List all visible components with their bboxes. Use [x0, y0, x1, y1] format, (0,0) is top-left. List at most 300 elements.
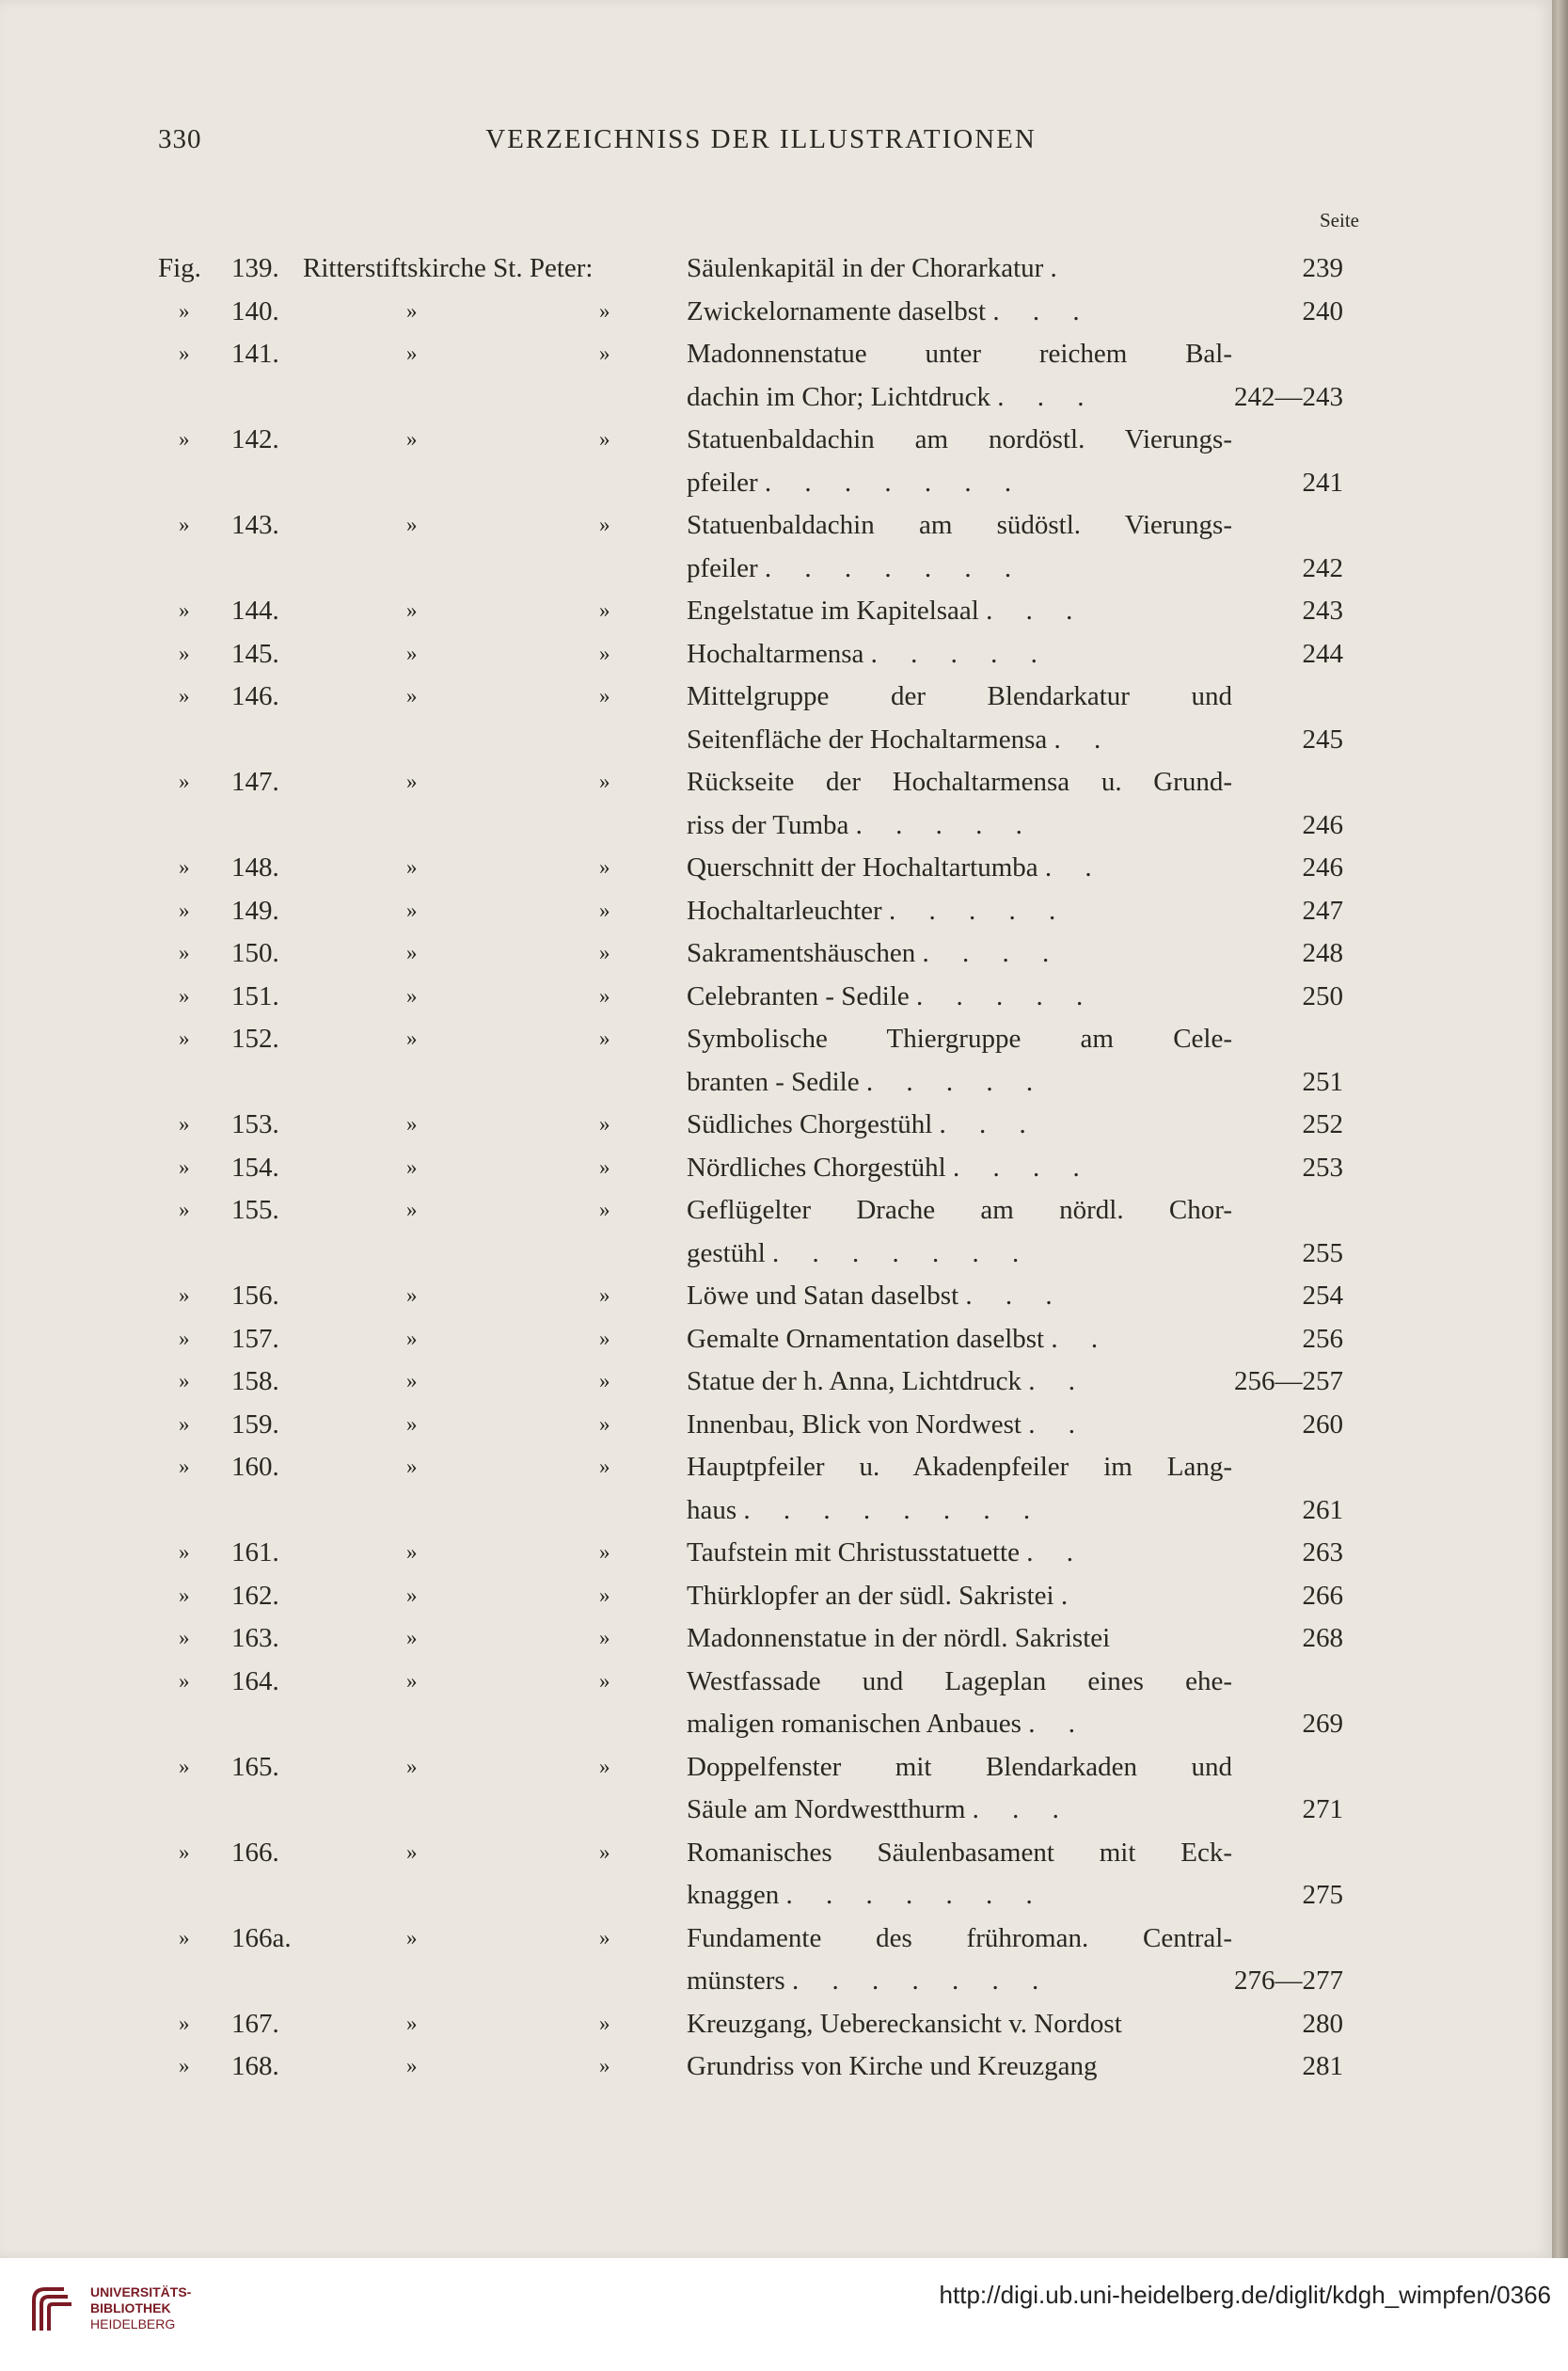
leader-dots: . — [1050, 253, 1070, 283]
page-reference: 266 — [1302, 1580, 1343, 1611]
figure-number: 154. — [231, 1152, 279, 1183]
ditto-mark: » — [406, 983, 418, 1008]
ditto-mark: » — [179, 855, 190, 879]
ditto-mark: » — [406, 1925, 418, 1949]
figure-caption — [687, 1060, 1232, 1104]
ditto-mark: » — [179, 684, 190, 708]
page-reference: 245 — [1302, 724, 1343, 755]
ditto-mark: » — [599, 684, 610, 708]
list-item — [0, 975, 1552, 1018]
ditto-mark: » — [179, 1112, 190, 1136]
leader-dots: . . . . . — [865, 1066, 1047, 1097]
ditto-mark: » — [599, 641, 610, 665]
figure-number: 145. — [231, 638, 279, 669]
figure-number: 144. — [231, 596, 279, 626]
ditto-mark: » — [179, 770, 190, 793]
caption-text: Säule am Nordwestthurm — [687, 1794, 966, 1824]
caption-text: Hochaltarmensa — [687, 638, 864, 669]
figure-number: 151. — [231, 980, 279, 1011]
page-reference: 255 — [1302, 1237, 1343, 1268]
ditto-mark: » — [599, 1283, 610, 1307]
figure-caption — [687, 975, 1232, 1018]
figure-caption — [687, 1103, 1232, 1146]
figure-number: 156. — [231, 1281, 279, 1311]
figure-caption — [687, 760, 1232, 804]
page-reference: 250 — [1302, 980, 1343, 1011]
figure-number: 149. — [231, 895, 279, 926]
caption-text: Geflügelter Drache am nördl. Chor- — [687, 1195, 1232, 1225]
caption-text: Hochaltarleuchter — [687, 895, 882, 926]
figure-caption — [687, 1188, 1232, 1232]
figure-caption — [687, 1917, 1232, 1960]
ditto-mark: » — [179, 427, 190, 451]
figure-caption — [687, 1745, 1232, 1789]
list-item — [0, 1445, 1552, 1488]
page-reference: 281 — [1302, 2051, 1343, 2081]
ditto-mark: » — [179, 1925, 190, 1949]
caption-text: riss der Tumba — [687, 809, 849, 840]
ditto-mark: » — [406, 1839, 418, 1864]
ditto-mark: » — [599, 1626, 610, 1649]
list-item — [0, 1403, 1552, 1446]
ditto-mark: » — [406, 427, 418, 451]
figure-caption — [687, 1146, 1232, 1189]
figure-caption — [687, 2002, 1232, 2045]
caption-text: Nördliches Chorgestühl — [687, 1152, 946, 1183]
list-item — [0, 1360, 1552, 1403]
page-reference: 248 — [1302, 938, 1343, 968]
caption-text: Statue der h. Anna, Lichtdruck — [687, 1366, 1022, 1396]
ditto-mark: » — [599, 1326, 610, 1350]
ditto-mark: » — [406, 1326, 418, 1350]
figure-caption — [687, 1232, 1232, 1275]
caption-text: Kreuzgang, Uebereckansicht v. Nordost — [687, 2008, 1122, 2039]
list-item — [0, 1745, 1552, 1789]
figure-number: 146. — [231, 681, 279, 711]
running-head — [158, 124, 1364, 162]
figure-caption — [687, 2045, 1232, 2088]
figure-caption — [687, 1017, 1232, 1060]
figure-caption — [687, 1360, 1232, 1403]
ditto-mark: » — [406, 641, 418, 665]
figure-number: 160. — [231, 1452, 279, 1482]
figure-caption — [687, 1574, 1232, 1617]
leader-dots: . . — [1028, 1366, 1088, 1396]
ditto-mark: » — [179, 941, 190, 964]
figure-number: 155. — [231, 1195, 279, 1225]
list-item — [0, 461, 1552, 504]
leader-dots: . . — [1028, 1709, 1088, 1739]
church-name: Ritterstiftskirche St. Peter: — [303, 253, 594, 283]
ditto-mark: » — [599, 1154, 610, 1179]
list-item — [0, 931, 1552, 975]
caption-text: Säulenkapitäl in der Chorarkatur — [687, 253, 1044, 283]
figure-number: 150. — [231, 938, 279, 968]
list-item — [0, 718, 1552, 761]
caption-text: Doppelfenster mit Blendarkaden und — [687, 1751, 1232, 1782]
figure-caption — [687, 461, 1232, 504]
figure-caption — [687, 1445, 1232, 1488]
ditto-mark: » — [599, 1668, 610, 1693]
ditto-mark: » — [599, 1540, 610, 1564]
figure-number: 165. — [231, 1751, 279, 1782]
figure-number: 140. — [231, 295, 279, 326]
caption-text: Innenbau, Blick von Nordwest — [687, 1408, 1022, 1440]
figure-number: 157. — [231, 1323, 279, 1354]
ditto-mark: » — [179, 1198, 190, 1221]
figure-number: 166a. — [231, 1922, 292, 1953]
list-item — [0, 1616, 1552, 1660]
leader-dots: . . . — [965, 1281, 1066, 1311]
caption-text: Südliches Chorgestühl — [687, 1109, 933, 1139]
figure-caption — [687, 1788, 1232, 1831]
ditto-mark: » — [179, 1283, 190, 1307]
leader-dots: . . . . . . . — [791, 1965, 1053, 1996]
source-url-link[interactable]: http://digi.ub.uni-heidelberg.de/diglit/kdgh_wimpfen/0366 — [939, 2281, 1551, 2309]
figure-number: 168. — [231, 2051, 279, 2081]
figure-caption — [687, 547, 1232, 590]
ditto-mark: » — [179, 1754, 190, 1778]
ditto-mark: » — [599, 1455, 610, 1478]
leader-dots: . . . . . — [870, 638, 1051, 669]
ditto-mark: » — [599, 1839, 610, 1864]
list-item — [0, 675, 1552, 718]
figure-number: 142. — [231, 424, 279, 454]
caption-text: münsters — [687, 1965, 785, 1996]
list-item — [0, 1060, 1552, 1104]
caption-text: Seitenfläche der Hochaltarmensa — [687, 724, 1048, 755]
figure-number: 152. — [231, 1024, 279, 1054]
ditto-mark: » — [406, 2054, 418, 2077]
list-item — [0, 846, 1552, 889]
page-reference: 239 — [1302, 253, 1343, 283]
ditto-mark: » — [599, 941, 610, 964]
ditto-mark: » — [406, 1411, 418, 1436]
list-item — [0, 1103, 1552, 1146]
ditto-mark: » — [599, 1198, 610, 1221]
list-item — [0, 503, 1552, 547]
ditto-mark: » — [599, 598, 610, 622]
ditto-mark: » — [599, 1925, 610, 1949]
caption-text: Romanisches Säulenbasament mit Eck- — [687, 1837, 1232, 1868]
list-item — [0, 1317, 1552, 1361]
figure-number: 159. — [231, 1408, 279, 1440]
list-item — [0, 1788, 1552, 1831]
page-reference: 243 — [1302, 596, 1343, 626]
ditto-mark: » — [406, 1754, 418, 1778]
figure-number: 147. — [231, 767, 279, 797]
ditto-mark: » — [406, 941, 418, 964]
ditto-mark: » — [406, 770, 418, 793]
caption-text: Madonnenstatue in der nördl. Sakristei — [687, 1623, 1111, 1653]
figure-caption — [687, 889, 1232, 932]
ditto-mark: » — [406, 1369, 418, 1392]
caption-text: dachin im Chor; Lichtdruck — [687, 381, 990, 412]
list-item — [0, 1660, 1552, 1703]
page-reference: 242—243 — [1234, 381, 1343, 412]
figure-number: 141. — [231, 339, 279, 369]
library-logo-icon — [26, 2282, 83, 2338]
list-item — [0, 1702, 1552, 1745]
page-reference: 263 — [1302, 1537, 1343, 1567]
ditto-mark: » — [179, 2054, 190, 2077]
ditto-mark: » — [179, 1411, 190, 1436]
ditto-mark: » — [599, 1026, 610, 1050]
ditto-mark: » — [179, 2011, 190, 2035]
ditto-mark: » — [406, 1154, 418, 1179]
page-number: 330 — [158, 124, 202, 154]
caption-text: Querschnitt der Hochaltartumba — [687, 852, 1038, 883]
figure-caption — [687, 375, 1232, 419]
page-title: VERZEICHNISS DER ILLUSTRATIONEN — [485, 124, 1037, 154]
figure-caption — [687, 846, 1232, 889]
figure-number: 139. — [231, 253, 279, 283]
library-name-line: HEIDELBERG — [90, 2316, 176, 2331]
figure-caption — [687, 1959, 1232, 2002]
ditto-mark: » — [406, 684, 418, 708]
page-reference: 254 — [1302, 1281, 1343, 1311]
caption-text: Hauptpfeiler u. Akadenpfeiler im Lang- — [687, 1452, 1232, 1482]
figure-caption — [687, 1317, 1232, 1361]
page-reference: 253 — [1302, 1152, 1343, 1183]
list-item — [0, 1917, 1552, 1960]
page-reference: 276—277 — [1234, 1965, 1343, 1996]
list-item — [0, 589, 1552, 632]
page-reference: 246 — [1302, 852, 1343, 883]
ditto-mark: » — [406, 855, 418, 879]
page-reference: 271 — [1302, 1794, 1343, 1824]
list-item — [0, 889, 1552, 932]
list-item — [0, 2002, 1552, 2045]
caption-text: Gemalte Ornamentation daselbst — [687, 1323, 1045, 1354]
leader-dots: . . . . . — [888, 895, 1069, 926]
page-reference: 244 — [1302, 638, 1343, 669]
leader-dots: . . . — [992, 295, 1093, 326]
figure-caption — [687, 503, 1232, 547]
leader-dots: . . . — [986, 596, 1086, 626]
ditto-mark: » — [406, 1112, 418, 1136]
figure-number: 162. — [231, 1580, 279, 1611]
page-reference: 275 — [1302, 1880, 1343, 1910]
leader-dots: . . . . . . . — [764, 552, 1025, 583]
ditto-mark: » — [599, 855, 610, 879]
figure-caption — [687, 1873, 1232, 1917]
list-item — [0, 547, 1552, 590]
caption-text: Rückseite der Hochaltarmensa u. Grund- — [687, 767, 1232, 797]
leader-dots: . . — [1026, 1537, 1086, 1567]
page-reference: 247 — [1302, 895, 1343, 926]
ditto-mark: » — [179, 1583, 190, 1607]
figure-number: 163. — [231, 1623, 279, 1653]
list-item — [0, 1574, 1552, 1617]
page-edge — [1552, 0, 1568, 2258]
ditto-mark: » — [406, 1540, 418, 1564]
caption-text: Sakramentshäuschen — [687, 938, 916, 968]
ditto-mark: » — [179, 1668, 190, 1693]
caption-text: branten - Sedile — [687, 1066, 860, 1097]
ditto-mark: » — [406, 1583, 418, 1607]
ditto-mark: » — [179, 598, 190, 622]
page-reference: 261 — [1302, 1494, 1343, 1525]
leader-dots: . . . . . . . — [772, 1237, 1033, 1268]
figure-caption — [687, 1702, 1232, 1745]
page-reference: 246 — [1302, 809, 1343, 840]
figure-caption — [687, 718, 1232, 761]
ditto-mark: » — [599, 1754, 610, 1778]
leader-dots: . . . . . — [916, 980, 1097, 1011]
ditto-mark: » — [599, 342, 610, 365]
ditto-mark: » — [599, 2011, 610, 2035]
page-reference: 280 — [1302, 2008, 1343, 2039]
footer-bar — [0, 2258, 1568, 2371]
figure-caption — [687, 1488, 1232, 1532]
figure-caption — [687, 675, 1232, 718]
library-name-line: BIBLIOTHEK — [90, 2300, 171, 2315]
list-item — [0, 1488, 1552, 1532]
list-item — [0, 1531, 1552, 1574]
figure-caption — [687, 1531, 1232, 1574]
page-reference: 242 — [1302, 552, 1343, 583]
caption-text: knaggen — [687, 1880, 780, 1910]
ditto-mark: » — [406, 1626, 418, 1649]
figure-caption — [687, 1274, 1232, 1317]
figure-caption — [687, 290, 1232, 333]
figure-caption — [687, 418, 1232, 461]
ditto-mark: » — [599, 770, 610, 793]
library-name — [90, 2284, 191, 2332]
list-item — [0, 1146, 1552, 1189]
figure-number: 153. — [231, 1109, 279, 1139]
caption-text: pfeiler — [687, 552, 758, 583]
caption-text: haus — [687, 1494, 737, 1525]
leader-dots: . . . . . . . . — [743, 1494, 1044, 1525]
figure-number: 148. — [231, 852, 279, 883]
ditto-mark: » — [179, 513, 190, 536]
ditto-mark: » — [599, 1583, 610, 1607]
leader-dots: . . . — [939, 1109, 1039, 1139]
list-item — [0, 1274, 1552, 1317]
figure-number: 166. — [231, 1837, 279, 1868]
ditto-mark: » — [179, 1026, 190, 1050]
figure-caption — [687, 589, 1232, 632]
leader-dots: . . — [1044, 852, 1105, 883]
figure-number: 164. — [231, 1665, 279, 1696]
ditto-mark: » — [599, 1411, 610, 1436]
page-reference: 269 — [1302, 1709, 1343, 1739]
list-item — [0, 418, 1552, 461]
caption-text: Thürklopfer an der südl. Sakristei — [687, 1580, 1054, 1611]
ditto-mark: » — [406, 513, 418, 536]
ditto-mark: » — [179, 1540, 190, 1564]
ditto-mark: » — [406, 298, 418, 323]
caption-text: Madonnenstatue unter reichem Bal- — [687, 339, 1232, 369]
caption-text: Statuenbaldachin am südöstl. Vierungs- — [687, 510, 1232, 540]
ditto-mark: » — [179, 1154, 190, 1179]
figure-caption — [687, 632, 1232, 676]
ditto-mark: » — [179, 1369, 190, 1392]
leader-dots: . — [1060, 1580, 1082, 1611]
list-item — [0, 332, 1552, 375]
ditto-mark: » — [406, 598, 418, 622]
page-reference: 256 — [1302, 1323, 1343, 1354]
leader-dots: . . . . — [953, 1152, 1093, 1183]
caption-text: Mittelgruppe der Blendarkatur und — [687, 681, 1232, 711]
list-item — [0, 290, 1552, 333]
figure-caption — [687, 1616, 1232, 1660]
caption-text: Engelstatue im Kapitelsaal — [687, 596, 979, 626]
list-item — [0, 1831, 1552, 1874]
ditto-mark: » — [599, 513, 610, 536]
caption-text: gestühl — [687, 1237, 766, 1268]
page-reference: 268 — [1302, 1623, 1343, 1653]
page-column-label: Seite — [1320, 209, 1359, 231]
page-reference: 240 — [1302, 295, 1343, 326]
list-item — [0, 1017, 1552, 1060]
caption-text: Westfassade und Lageplan eines ehe- — [687, 1665, 1232, 1696]
list-item — [0, 804, 1552, 847]
ditto-mark: » — [406, 1198, 418, 1221]
figure-caption — [687, 1831, 1232, 1874]
list-item — [0, 247, 1552, 290]
page-reference: 256—257 — [1234, 1366, 1343, 1396]
ditto-mark: » — [179, 1839, 190, 1864]
ditto-mark: » — [599, 1369, 610, 1392]
leader-dots: . . . . . . . — [785, 1880, 1046, 1910]
fig-label: Fig. — [158, 253, 201, 283]
ditto-mark: » — [406, 898, 418, 922]
ditto-mark: » — [179, 1455, 190, 1478]
ditto-mark: » — [406, 1283, 418, 1307]
list-item — [0, 760, 1552, 804]
caption-text: Taufstein mit Christusstatuette — [687, 1537, 1020, 1567]
caption-text: Zwickelornamente daselbst — [687, 295, 987, 326]
ditto-mark: » — [406, 1455, 418, 1478]
ditto-mark: » — [599, 298, 610, 323]
list-item — [0, 375, 1552, 419]
ditto-mark: » — [406, 1668, 418, 1693]
ditto-mark: » — [179, 1326, 190, 1350]
caption-text: Celebranten - Sedile — [687, 980, 910, 1011]
figure-caption — [687, 247, 1232, 290]
ditto-mark: » — [599, 2054, 610, 2077]
ditto-mark: » — [599, 1112, 610, 1136]
ditto-mark: » — [599, 983, 610, 1008]
caption-text: Statuenbaldachin am nordöstl. Vierungs- — [687, 424, 1232, 454]
figure-number: 143. — [231, 510, 279, 540]
leader-dots: . . . — [972, 1794, 1072, 1824]
figure-number: 158. — [231, 1366, 279, 1396]
leader-dots: . . — [1053, 724, 1115, 755]
ditto-mark: » — [406, 2011, 418, 2035]
figure-number: 161. — [231, 1537, 279, 1567]
caption-text: maligen romanischen Anbaues — [687, 1709, 1022, 1739]
ditto-mark: » — [179, 1626, 190, 1649]
caption-text: Symbolische Thiergruppe am Cele- — [687, 1024, 1232, 1054]
ditto-mark: » — [179, 298, 190, 323]
ditto-mark: » — [179, 898, 190, 922]
list-item — [0, 1188, 1552, 1232]
leader-dots: . . . . — [922, 938, 1063, 968]
caption-text: Löwe und Satan daselbst — [687, 1281, 959, 1311]
list-item — [0, 1232, 1552, 1275]
ditto-mark: » — [599, 427, 610, 451]
page-reference: 241 — [1302, 467, 1343, 498]
leader-dots: . . . . . . . — [764, 467, 1025, 498]
leader-dots: . . . — [997, 381, 1098, 412]
ditto-mark: » — [406, 1026, 418, 1050]
library-name-line: UNIVERSITÄTS- — [90, 2284, 192, 2299]
leader-dots: . . — [1051, 1323, 1112, 1354]
